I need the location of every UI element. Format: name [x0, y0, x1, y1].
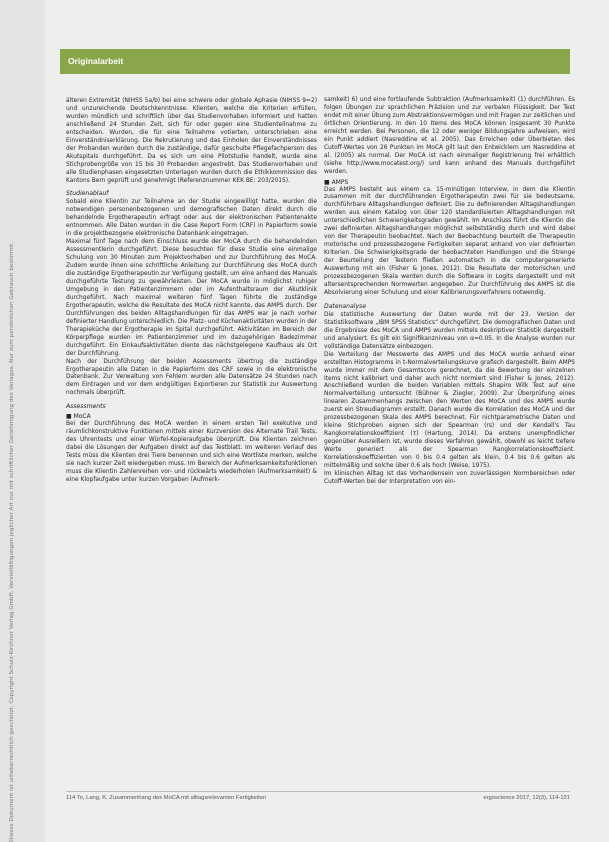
subheading-studienablauf: Studienablauf — [66, 190, 109, 198]
subheading-datenanalyse: Datenanalyse — [324, 302, 366, 310]
paragraph: samkeit) 6) und eine fortlaufende Subtraktion (Aufmerksamkeit) (1) durchführen. Es folgen Übungen zur sprachlichen Präzision und zur verbalen Flüssigkeit. Der Test endet mit einer Übung zum Abstraktionsvermögen und mit Fragen zur zeitlichen und örtlichen Orientierung. In den 10 Items des MoCA können insgesamt 30 Punkte erreicht werden. Bei Personen, die 12 oder weniger Bildungsjahre aufweisen, wird ein Punkt addiert (Nasreddine et al. 2005). Das Erreichen oder Überbieten des Cutoff-Wertes von 26 Punkten im MoCA gilt laut den Entwicklern um Nasreddine et al. (2005) als normal. Der MoCA ist nach einmaliger Registrierung frei erhältlich (siehe http://www.mocatest.org/) und kann anhand des Manuals durchgeführt werden. — [324, 97, 575, 175]
section-header-bar — [60, 49, 570, 74]
footer-journal: ergoscience 2017, 12(3), 114-121 — [483, 795, 570, 801]
paragraph: Das AMPS besteht aus einem ca. 15-minütigen Interview, in dem die Klientin zusammen mit der durchführenden Ergotherapeutin zwei für sie bedeutsame, durchführbare Alltagshandlungen definiert. Die zu definierenden Alltagshandlungen werden aus einem Katalog von über 120 standardisierten Alltagshandlungen mit unterschiedlichen Schwierigkeitsgraden gewählt. Im Anschluss führt die Klientin die zwei definierten Alltagshandlungen möglichst selbstständig durch und wird dabei von der Therapeutin beobachtet. Nach der Beobachtung beurteilt die Therapeutin motorische und prozessbezogene Fertigkeiten separat anhand von vier definierten Kriterien. Die Schwierigkeitsgrade der beobachteten Handlungen und die Strenge der Beurteilung der Testerin fließen automatisch in die computergenerierte Auswertung mit ein (Fisher & Jones, 2012). Die Resultate der motorischen und prozessbezogenen Skala werden durch die Software in Logits dargestellt und mit altersentsprechenden Normwerten angegeben. Zur Durchführung des AMPS ist die Absolvierung einer Schulung und einer Kalibrierungsverfahrens notwendig. — [324, 186, 575, 296]
subheading-assessments: Assessments — [66, 403, 106, 411]
subsection-amps: ■ AMPS — [324, 178, 349, 186]
paragraph: Bei der Durchführung des MoCA werden in einem ersten Teil exekutive und räumlichkonstruktive Funktionen mittels einer Kurzversion des Alternate Trail Tests, des Uhrentests und einer Würfel-Kopieraufgabe überprüft. Die Klienten zeichnen dabei die Lösungen der Aufgaben direkt auf das Testblatt. Im weiteren Verlauf des Tests müss die Klienten drei Tiere benennen und sich eine Wortliste merken, welche sie nach kurzer Zeit wiedergeben muss. Im Bereich der Aufmerksamkeitsfunktionen muss die Klientin Zahlenreihen vor- und rückwärts wiederholen (Aufmerksamkeit) & eine Klopfaufgabe unter kurzen Vorgaben (Aufmerk- — [66, 421, 317, 483]
paragraph: Maximal fünf Tage nach dem Einschluss wurde der MoCA durch die behandelnden Assessmentlerin durchgeführt. Diese besuchten für diese Studie eine einmalige Schulung von 30 Minuten zum Projektvorhaben und zur Durchführung des MoCA. Zudem wurde ihnen eine schriftliche Anleitung zur Durchführung des MoCA durch die zuständige Ergotherapeutin zur Verfügung gestellt, um eine anhand des Manuals durchgeführte Testung zu gewährleisten. Der MoCA wurde in möglichst ruhiger Umgebung in den Patientenzimmern oder im Aufenthaltsraum der Akutklinik durchgeführt. Nach maximal weiteren fünf Tagen führte die zuständige Ergotherapeutin, welche die Resultate des MoCA nicht kannte, das AMPS durch. Der Durchführungen des beiden Alltagshandlungen für das AMPS war je nach vorher definierter Handlung unterschiedlich. Die Platz- und Küchenaktivitäten wurden in der Therapieküche der Ergotherapie im Spital durchgeführt. Aktivitäten im Bereich der Körperpflege wurden im Patientenzimmer und im dazugehörigen Badezimmer durchgeführt. Ein Einkaufsaktivitäten diente das nächstgelegene Kaufhaus als Ort der Durchführung. — [66, 239, 317, 357]
right-column — [324, 97, 575, 487]
copyright-sidebar — [0, 0, 45, 842]
section-label: Originalarbeit — [68, 56, 124, 66]
left-column — [66, 98, 317, 485]
paragraph: Die statistische Auswertung der Daten wurde mit der 23. Version der Statistiksoftware „IBM SPSS Statistics“ durchgeführt. Die demografischen Daten und die Ergebnisse des MoCA und AMPS wurden mittels deskriptiver Statistik dargestellt und analysiert. Es gilt ein Signifikanzniveau von α=0.05. In die Analyse wurden nur vollständige Datensätze einbezogen. — [324, 311, 575, 350]
page-footer — [66, 791, 570, 804]
paragraph: älteren Extremität (NIHSS 5a/b) bei eine schwere oder globale Aphasie (NIHSS 9=2) und unzureichende Deutschkenntnisse. Klienten, welche die Kriterien erfüllen, wurden mündlich und schriftlich über das Studienvorhaben informiert und hatten anschließend 24 Stunden Zeit, sich für oder gegen eine Studienteilnahme zu entscheiden. Wurden, die für eine Teilnahme votierten, unterschrieben eine Einverständniserklärung. Die Rekrutierung und das Einholen der Einverständnisses der Probanden wurden durch die zuständige, dafür geschulte Pflegefachperson des Akutspitals durchgeführt. Da es sich um eine Pilotstudie handelt, wurde eine Stichprobengröße von 15 bis 30 Probanden angestrebt. Das Studienvorhaben und alle Studienphasen eingesetzten Unterlagen wurden durch die Ethikkommission des Kantons Bern geprüft und genehmigt (Referenznummer KEK BE: 203/2015). — [66, 98, 317, 184]
paragraph: Die Verteilung der Messwerte des AMPS und des MoCA wurde anhand einer erstellten Histogramms in t-Normalverteilungskurve grafisch dargestellt. Beim AMPS wurde immer mit dem Gesamtscore gerechnet, da die Bewertung der einzelnen Items nicht kalibriert und daher auch nicht normiert sind (Fisher & Jones, 2012). Anschließend wurden die beiden Variablen mittels Shapiro Wilk Test auf eine Normalverteilung untersucht (Bühner & Ziegler, 2009). Zur Überprüfung eines linearen Zusammenhangs zwischen den Werten des MoCA und des AMPS wurde zuerst ein Streudiagramm erstellt. Danach wurde die Korrelation des MoCA und der prozessbezogenen Skala des AMPS berechnet. Für nichtparametrische Daten und kleine Stichproben eignen sich der Spearman (rs) und der Kendall's Tau Rangkorrelationskoeffizient (τ) (Hartung, 2014). Da erstens unempfindlicher gegenüber Ausreißern ist, wurde dieses Verfahren gewählt, obwohl es leicht tiefere Werte generiert als der Spearman Rangkorrelationskoeffizient. Korrelationskoeffizienten von 0 bis 0.4 gelten als klein, 0.4 bis 0.6 gelten als mittelmäßig und solche über 0.6 als hoch (Weise, 1975). — [324, 351, 575, 469]
paragraph: Sobald eine Klientin zur Teilnahme an der Studie eingewilligt hatte, wurden die notwendigen personenbezogenen und demografischen Daten direkt durch die behandelnde Ergotherapeutin erfragt oder aus der elektronischen Patientenakte entnommen. Alle Daten wurden in die Case Report Form (CRF) in Papierform sowie in die projektbezogene elektronische Datenbank eingetragen. — [66, 199, 317, 238]
copyright-notice: Dieses Dokument ist urheberrechtlich geschützt. Copyright Schulz-Kirchner Verlag GmbH. Vervielfältigungen jeglicher Art nur mit schriftlicher Genehmigung des Verlages. Nur zum persönlichen Gebrauch bestimmt. — [9, 242, 15, 842]
subsection-moca: ■ MoCA — [66, 413, 91, 421]
footer-citation: 114 To, Lang, K. Zusammenhang des MoCA mit alltagsrelevanten Fertigkeiten — [66, 795, 267, 801]
paragraph: Im klinischen Alltag ist das Vorhandensein von zuverlässigen Normbereichen oder Cutoff-Werten bei der Interpretation von ein- — [324, 470, 575, 485]
paragraph: Nach der Durchführung der beiden Assessments übertrug die zuständige Ergotherapeutin alle Daten in die Papierform des CRF sowie in die elektronische Datenbank. Zur Verwaltung von Fehlern wurden alle Datensätze 24 Stunden nach dem Eintragen und vor dem endgültigen Exportieren zur Statistik zur Auswertung nochmals überprüft. — [66, 358, 317, 397]
